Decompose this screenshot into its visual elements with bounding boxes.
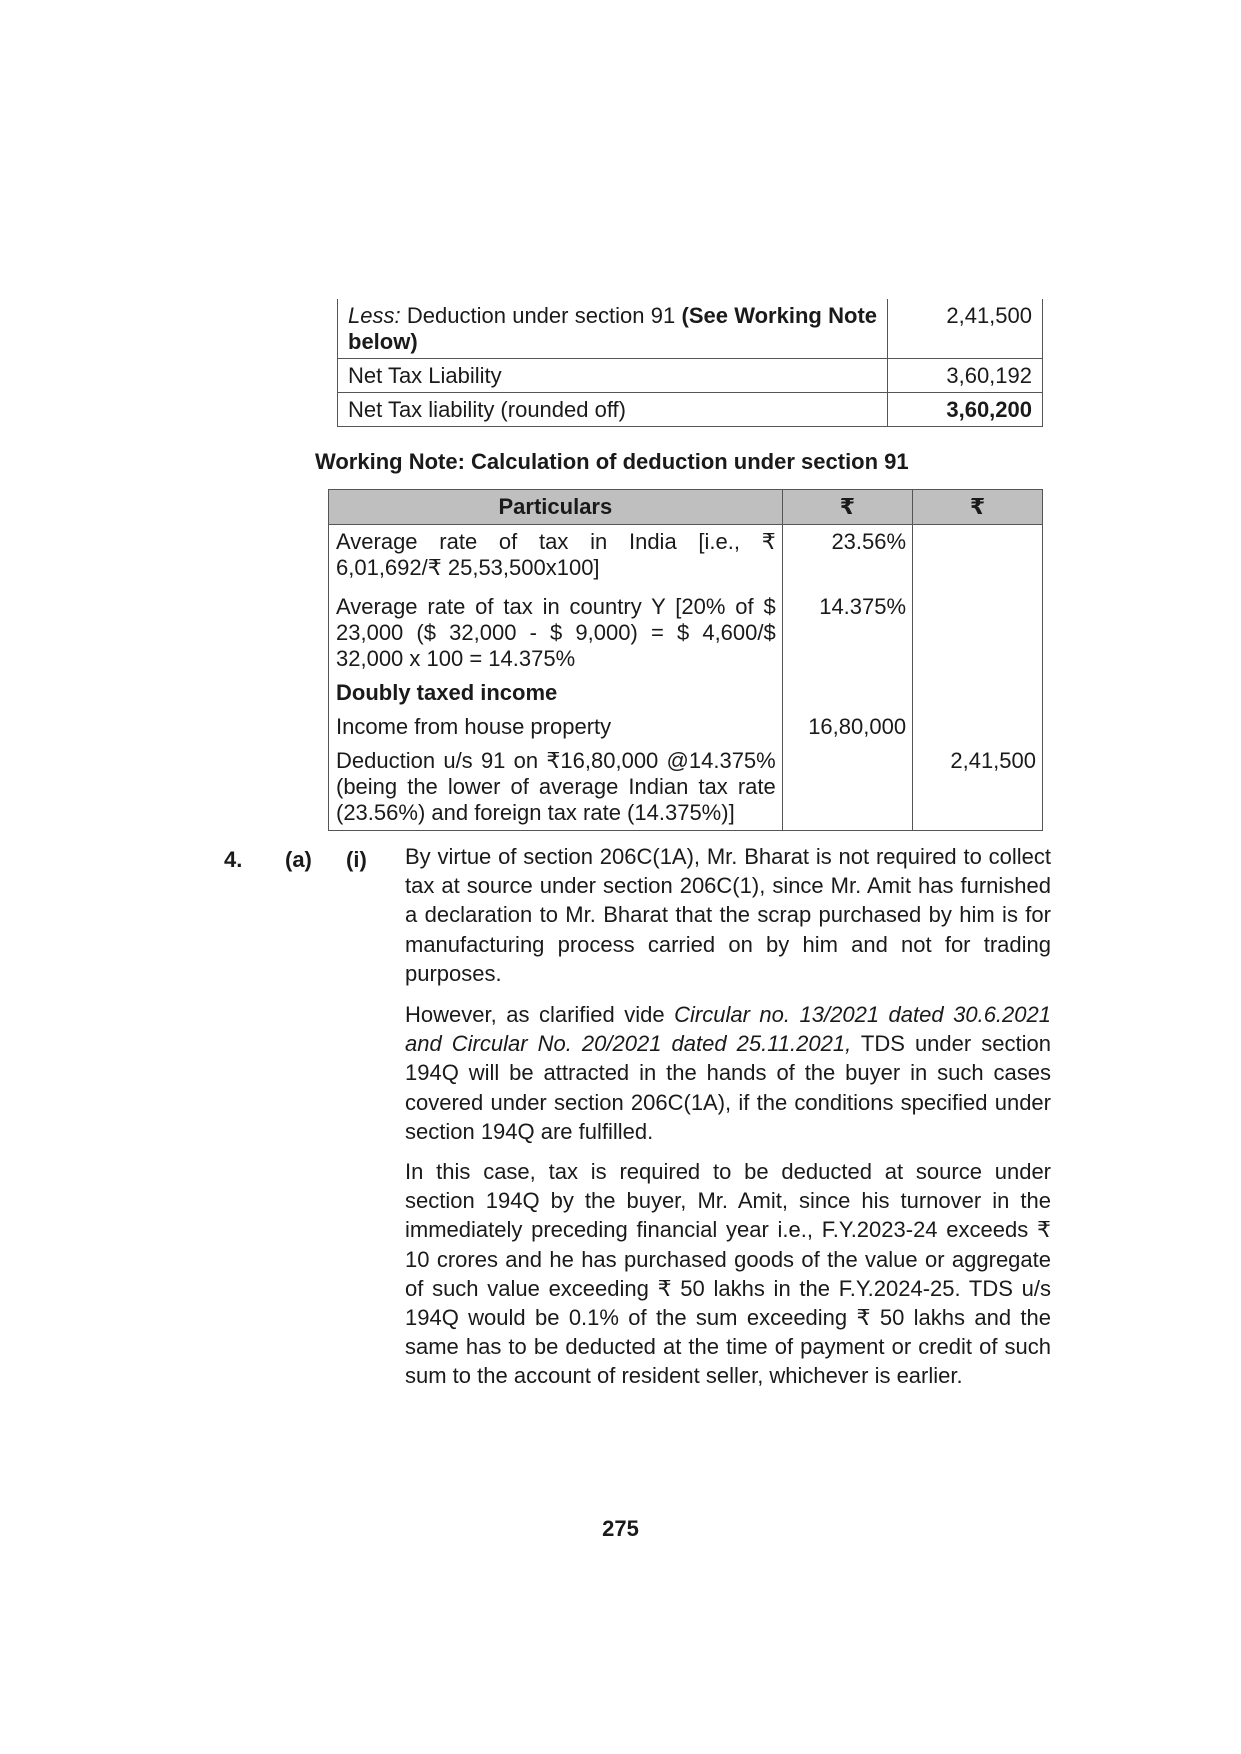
amount-cell-2 <box>913 585 1043 676</box>
answer-paragraph-1: By virtue of section 206C(1A), Mr. Bharat is not required to collect tax at source under section 206C(1), since Mr. Amit has furnished a declaration to Mr. Bharat that the scrap purchased by him is for manufacturing process carried on by him and not for trading purposes. <box>405 844 1051 986</box>
row-amount: 3,60,192 <box>888 359 1043 393</box>
particulars-cell: Average rate of tax in India [i.e., ₹ 6,01,692/₹ 25,53,500x100] <box>329 525 783 586</box>
particulars-cell: Average rate of tax in country Y [20% of $ 23,000 ($ 32,000 - $ 9,000) = $ 4,600/$ 32,000 x 100 = 14.375% <box>329 585 783 676</box>
table-row <box>329 710 1043 744</box>
table-row <box>338 299 1043 359</box>
table-row <box>329 676 1043 710</box>
amount-cell-1: 23.56% <box>782 525 912 586</box>
answer-paragraph-2: However, as clarified vide Circular no. 13/2021 dated 30.6.2021 and Circular No. 20/2021 dated 25.11.2021, TDS under section 194Q will be attracted in the hands of the buyer in such cases covered under section 206C(1A), if the conditions specified under section 194Q are fulfilled. <box>405 1002 1051 1144</box>
working-note-table <box>328 489 1043 831</box>
page-number: 275 <box>602 1516 639 1541</box>
tax-liability-table <box>337 299 1043 427</box>
table-row <box>329 525 1043 586</box>
table-row <box>338 359 1043 393</box>
amount-cell-1: 14.375% <box>782 585 912 676</box>
header-particulars: Particulars <box>329 490 783 525</box>
row-amount: 3,60,200 <box>888 393 1043 427</box>
row-label: Net Tax Liability <box>338 359 888 393</box>
particulars-cell: Doubly taxed income <box>329 676 783 710</box>
question-part: (a) <box>285 847 312 872</box>
answer-paragraph-3: In this case, tax is required to be deducted at source under section 194Q by the buyer, Mr. Amit, since his turnover in the immediately preceding financial year i.e., F.Y.2023-24 exceeds ₹ 10 crores and he has purchased goods of the value or aggregate of such value exceeding ₹ 50 lakhs in the F.Y.2024-25. TDS u/s 194Q would be 0.1% of the sum exceeding ₹ 50 lakhs and the same has to be deducted at the time of payment or credit of such sum to the account of resident seller, whichever is earlier. <box>405 1159 1051 1389</box>
header-rupee-1: ₹ <box>782 490 912 525</box>
table-header-row <box>329 490 1043 525</box>
amount-cell-1: 16,80,000 <box>782 710 912 744</box>
amount-cell-2: 2,41,500 <box>913 744 1043 831</box>
row-amount: 2,41,500 <box>888 299 1043 359</box>
working-note-title: Working Note: Calculation of deduction under section 91 <box>315 449 909 474</box>
particulars-cell: Income from house property <box>329 710 783 744</box>
particulars-cell: Deduction u/s 91 on ₹16,80,000 @14.375% (being the lower of average Indian tax rate (23.56%) and foreign tax rate (14.375%)] <box>329 744 783 831</box>
header-rupee-2: ₹ <box>913 490 1043 525</box>
table-row <box>329 585 1043 676</box>
row-label: Net Tax liability (rounded off) <box>338 393 888 427</box>
amount-cell-2 <box>913 676 1043 710</box>
table-row <box>338 393 1043 427</box>
amount-cell-1 <box>782 676 912 710</box>
row-label: Less: Deduction under section 91 (See Working Note below) <box>338 299 888 359</box>
amount-cell-2 <box>913 525 1043 586</box>
amount-cell-2 <box>913 710 1043 744</box>
table-row <box>329 744 1043 831</box>
question-subpart: (i) <box>346 847 367 872</box>
amount-cell-1 <box>782 744 912 831</box>
question-number: 4. <box>224 847 243 872</box>
